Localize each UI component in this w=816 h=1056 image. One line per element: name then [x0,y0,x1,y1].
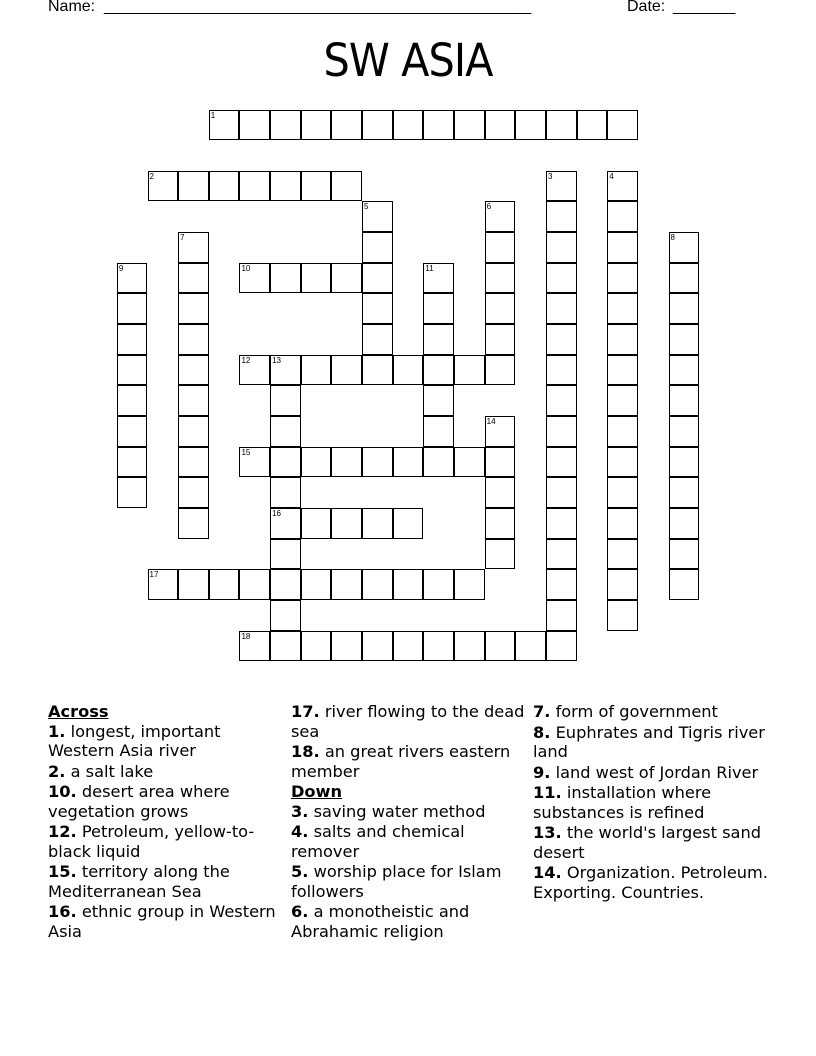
grid-cell[interactable] [607,293,638,324]
grid-cell[interactable] [270,600,301,631]
grid-cell[interactable] [270,508,301,539]
grid-cell[interactable] [148,569,179,600]
grid-cell[interactable] [669,508,700,539]
grid-cell[interactable] [546,232,577,263]
grid-cell[interactable] [485,201,516,232]
grid-cell[interactable] [301,508,332,539]
grid-cell[interactable] [393,110,424,141]
grid-cell[interactable] [669,385,700,416]
grid-cell[interactable] [331,110,362,141]
grid-cell[interactable] [546,355,577,386]
grid-cell[interactable] [669,477,700,508]
grid-cell[interactable] [239,569,270,600]
grid-cell[interactable] [607,201,638,232]
clue-down-13 [533,823,768,862]
grid-cell[interactable] [209,171,240,202]
grid-cell[interactable] [669,263,700,294]
clue-text: installation where substances is refined [533,783,712,822]
grid-cell[interactable] [515,110,546,141]
name-label: Name: [48,0,96,15]
grid-cell[interactable] [239,631,270,662]
grid-cell[interactable] [607,232,638,263]
grid-cell[interactable] [669,416,700,447]
clue-number: 16. [48,902,77,921]
clues-column-3 [533,702,768,903]
grid-cell[interactable] [301,355,332,386]
grid-cell[interactable] [485,263,516,294]
grid-cell[interactable] [423,355,454,386]
grid-cell[interactable] [454,631,485,662]
clue-number: 4. [291,822,309,841]
grid-cell[interactable] [331,447,362,478]
clue-number: 6. [291,902,309,921]
grid-cell[interactable] [607,477,638,508]
grid-cell[interactable] [331,569,362,600]
grid-cell[interactable] [270,416,301,447]
grid-cell[interactable] [485,631,516,662]
grid-cell[interactable] [546,263,577,294]
grid-cell[interactable] [546,416,577,447]
grid-cell[interactable] [607,508,638,539]
grid-cell[interactable] [607,110,638,141]
cell-number: 9 [118,263,124,273]
clue-down-3 [291,802,526,822]
grid-cell[interactable] [546,293,577,324]
clue-down-11 [533,783,768,822]
grid-cell[interactable] [178,447,209,478]
grid-cell[interactable] [178,416,209,447]
cell-number: 6 [486,202,492,212]
clue-number: 8. [533,722,551,742]
grid-cell[interactable] [546,631,577,662]
grid-cell[interactable] [270,385,301,416]
grid-cell[interactable] [301,569,332,600]
clue-text: salts and chemical remover [291,822,465,861]
grid-cell[interactable] [546,477,577,508]
clue-across-1 [48,722,283,761]
grid-cell[interactable] [270,355,301,386]
clue-number: 10. [48,782,77,801]
clue-text: ethnic group in Western Asia [48,902,276,941]
cell-number: 12 [241,355,251,365]
clue-across-2 [48,762,283,782]
clue-number: 11. [533,783,562,802]
grid-cell[interactable] [546,508,577,539]
clue-across-16 [48,902,283,941]
clue-text: a salt lake [70,761,154,781]
grid-cell[interactable] [117,385,148,416]
grid-cell[interactable] [362,631,393,662]
clue-text: longest, important Western Asia river [48,721,221,760]
clue-number: 5. [291,862,309,881]
clue-number: 15. [48,862,77,881]
grid-cell[interactable] [485,324,516,355]
clue-text: river flowing to the dead sea [291,702,525,741]
grid-cell[interactable] [485,539,516,570]
grid-cell[interactable] [423,110,454,141]
clues-column-2 [291,702,526,942]
grid-cell[interactable] [301,631,332,662]
grid-cell[interactable] [362,263,393,294]
clue-text: worship place for Islam followers [291,862,502,901]
cell-number: 14 [486,417,496,426]
clue-text: desert area where vegetation grows [48,782,230,821]
cell-number: 3 [547,171,553,181]
grid-cell[interactable] [331,631,362,662]
grid-cell[interactable] [301,447,332,478]
grid-cell[interactable] [362,508,393,539]
grid-cell[interactable] [301,171,332,202]
grid-cell[interactable] [270,447,301,478]
clue-across-18 [291,742,526,781]
grid-cell[interactable] [239,355,270,386]
grid-cell[interactable] [485,477,516,508]
grid-cell[interactable] [331,355,362,386]
clue-text: Petroleum, yellow-to-black liquid [48,822,255,861]
grid-cell[interactable] [148,171,179,202]
grid-cell[interactable] [270,477,301,508]
cell-number: 7 [180,233,185,243]
grid-cell[interactable] [485,447,516,478]
grid-cell[interactable] [117,447,148,478]
grid-cell[interactable] [117,263,148,294]
grid-cell[interactable] [117,477,148,508]
grid-cell[interactable] [423,293,454,324]
grid-cell[interactable] [362,232,393,263]
grid-cell[interactable] [270,569,301,600]
clue-text: form of government [555,702,718,721]
clues-column-1 [48,702,283,942]
grid-cell[interactable] [393,508,424,539]
clue-number: 13. [533,823,562,842]
clue-number: 18. [291,742,320,761]
grid-cell[interactable] [393,447,424,478]
grid-cell[interactable] [423,631,454,662]
grid-cell[interactable] [178,171,209,202]
down-heading: Down [291,782,343,801]
grid-cell[interactable] [669,569,700,600]
grid-cell[interactable] [178,324,209,355]
grid-cell[interactable] [331,263,362,294]
clue-number: 9. [533,762,551,782]
cell-number: 15 [241,447,251,457]
grid-cell[interactable] [362,447,393,478]
clue-number: 7. [533,702,551,721]
grid-cell[interactable] [669,324,700,355]
grid-cell[interactable] [454,447,485,478]
cell-number: 1 [210,110,216,120]
grid-cell[interactable] [485,355,516,386]
grid-cell[interactable] [117,324,148,355]
grid-cell[interactable] [423,569,454,600]
grid-cell[interactable] [485,293,516,324]
clue-across-12 [48,822,283,861]
grid-cell[interactable] [393,631,424,662]
grid-cell[interactable] [669,232,700,263]
grid-cell[interactable] [423,447,454,478]
grid-cell[interactable] [362,201,393,232]
cell-number: 16 [272,508,281,518]
clue-text: a monotheistic and Abrahamic religion [291,902,470,941]
grid-cell[interactable] [607,600,638,631]
grid-cell[interactable] [669,539,700,570]
grid-cell[interactable] [423,416,454,447]
clue-down-14 [533,863,768,902]
grid-cell[interactable] [669,293,700,324]
grid-cell[interactable] [607,171,638,202]
clue-number: 12. [48,822,77,841]
grid-cell[interactable] [546,385,577,416]
grid-cell[interactable] [362,355,393,386]
clue-number: 1. [48,721,66,741]
clue-number: 3. [291,801,309,821]
grid-cell[interactable] [331,508,362,539]
grid-cell[interactable] [301,263,332,294]
grid-cell[interactable] [577,110,608,141]
grid-cell[interactable] [270,263,301,294]
grid-cell[interactable] [546,324,577,355]
grid-cell[interactable] [270,171,301,202]
grid-cell[interactable] [546,600,577,631]
grid-cell[interactable] [270,631,301,662]
grid-cell[interactable] [546,569,577,600]
grid-cell[interactable] [117,355,148,386]
grid-cell[interactable] [669,355,700,386]
cell-number: 11 [425,263,434,273]
grid-cell[interactable] [607,324,638,355]
clue-across-15 [48,862,283,901]
grid-cell[interactable] [178,355,209,386]
clue-text: Euphrates and Tigris river land [533,722,765,761]
clue-text: the world's largest sand desert [533,823,761,862]
grid-cell[interactable] [485,110,516,141]
date-label: Date: [627,0,666,15]
grid-cell[interactable] [454,355,485,386]
grid-cell[interactable] [393,355,424,386]
grid-cell[interactable] [331,171,362,202]
grid-cell[interactable] [362,324,393,355]
grid-cell[interactable] [607,447,638,478]
grid-cell[interactable] [423,263,454,294]
clue-across-17 [291,702,526,741]
cell-number: 4 [609,171,614,181]
grid-cell[interactable] [178,232,209,263]
grid-cell[interactable] [393,569,424,600]
grid-cell[interactable] [423,385,454,416]
clue-down-8 [533,723,768,762]
grid-cell[interactable] [669,447,700,478]
grid-cell[interactable] [485,416,516,447]
name-line[interactable]: ________________________________________________ [104,0,532,15]
grid-cell[interactable] [270,110,301,141]
grid-cell[interactable] [607,416,638,447]
clue-down-6 [291,902,526,941]
grid-cell[interactable] [546,447,577,478]
grid-cell[interactable] [239,447,270,478]
grid-cell[interactable] [546,110,577,141]
grid-cell[interactable] [607,385,638,416]
cell-number: 13 [272,355,281,365]
grid-cell[interactable] [362,569,393,600]
clue-down-5 [291,862,526,901]
clue-text: land west of Jordan River [555,762,759,782]
grid-cell[interactable] [178,263,209,294]
clue-down-9 [533,763,768,783]
cell-number: 5 [364,202,369,212]
grid-cell[interactable] [178,569,209,600]
grid-cell[interactable] [454,110,485,141]
cell-number: 2 [149,171,154,181]
date-line[interactable]: _______ [673,0,736,15]
clue-number: 17. [291,702,320,721]
grid-cell[interactable] [178,477,209,508]
grid-cell[interactable] [423,324,454,355]
clue-down-4 [291,822,526,861]
cell-number: 8 [670,233,675,243]
clue-number: 14. [533,863,562,882]
grid-cell[interactable] [607,539,638,570]
clue-text: an great rivers eastern member [291,742,511,781]
grid-cell[interactable] [270,539,301,570]
grid-cell[interactable] [454,569,485,600]
grid-cell[interactable] [607,355,638,386]
grid-cell[interactable] [209,569,240,600]
grid-cell[interactable] [178,508,209,539]
cell-number: 10 [241,263,251,273]
grid-cell[interactable] [362,293,393,324]
clue-text: territory along the Mediterranean Sea [48,862,230,901]
grid-cell[interactable] [485,508,516,539]
grid-cell[interactable] [178,385,209,416]
grid-cell[interactable] [546,539,577,570]
grid-cell[interactable] [546,201,577,232]
grid-cell[interactable] [209,110,240,141]
grid-cell[interactable] [607,263,638,294]
grid-cell[interactable] [362,110,393,141]
clue-across-10 [48,782,283,821]
cell-number: 18 [241,631,251,641]
grid-cell[interactable] [515,631,546,662]
grid-cell[interactable] [607,569,638,600]
grid-cell[interactable] [239,171,270,202]
grid-cell[interactable] [178,293,209,324]
grid-cell[interactable] [546,171,577,202]
cell-number: 17 [149,570,159,580]
grid-cell[interactable] [239,110,270,141]
across-heading: Across [48,702,109,721]
grid-cell[interactable] [239,263,270,294]
clue-down-7 [533,702,768,722]
grid-cell[interactable] [301,110,332,141]
grid-cell[interactable] [485,232,516,263]
clue-text: saving water method [313,801,486,821]
page-title: SW ASIA [323,34,493,87]
grid-cell[interactable] [117,416,148,447]
clue-text: Organization. Petroleum. Exporting. Countries. [533,863,768,902]
clue-number: 2. [48,761,66,781]
grid-cell[interactable] [117,293,148,324]
